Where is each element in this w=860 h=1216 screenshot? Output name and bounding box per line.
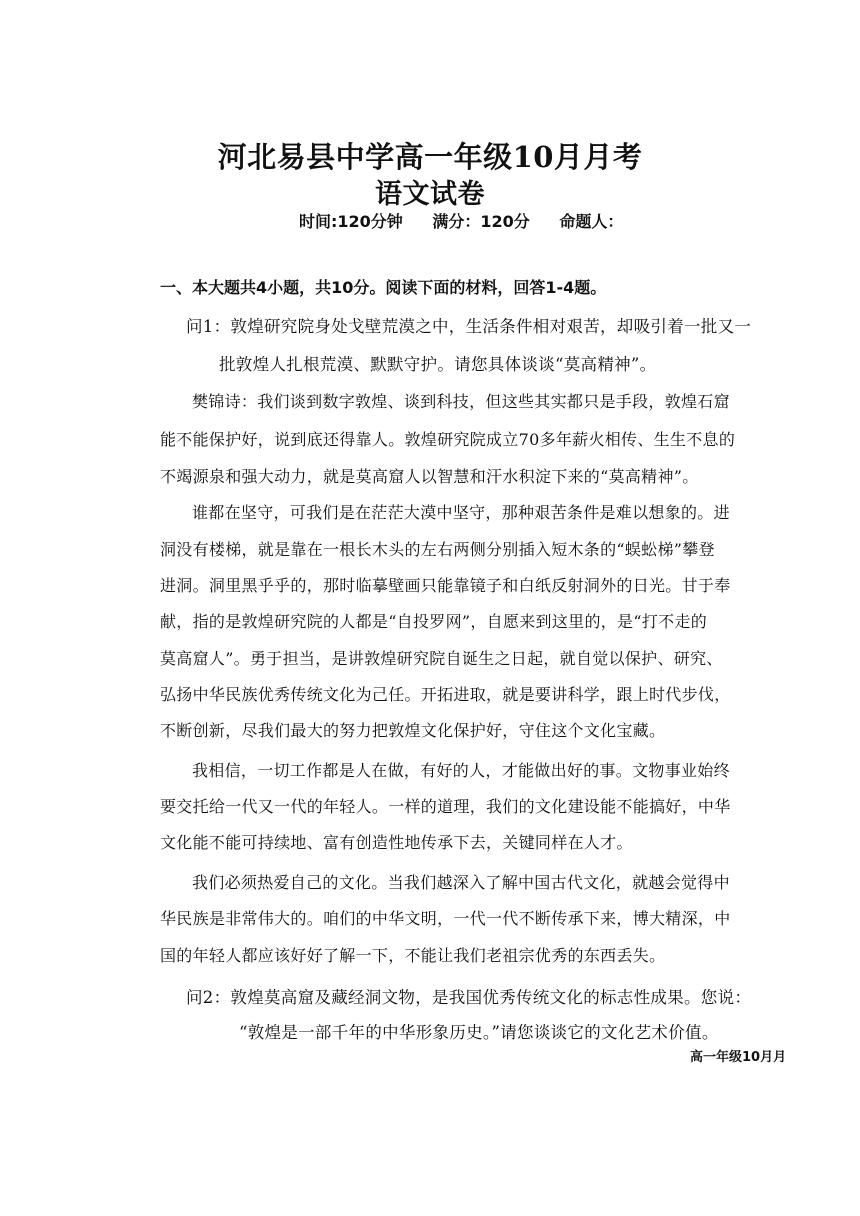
exam-score: 满分：120分	[432, 212, 530, 231]
answer-paragraph-2-line-4: 献，指的是敦煌研究院的人都是“自投罗网”，自愿来到这里的，是“打不走的	[160, 612, 708, 631]
exam-meta	[299, 209, 647, 232]
question-2-line-2: “敦煌是一部千年的中华形象历史。”请您谈谈它的文化艺术价值。	[239, 1023, 719, 1042]
answer-paragraph-3-line-1: 我相信，一切工作都是人在做，有好的人，才能做出好的事。文物事业始终	[192, 761, 730, 780]
answer-paragraph-4-line-2: 华民族是非常伟大的。咱们的中华文明，一代一代不断传承下来，博大精深，中	[160, 909, 731, 928]
answer-paragraph-1-line-3: 不竭源泉和强大动力，就是莫高窟人以智慧和汗水积淀下来的“莫高精神”。	[160, 467, 699, 486]
question-1-line-2: 批敦煌人扎根荒漠、默默守护。请您具体谈谈“莫高精神”。	[219, 355, 657, 374]
exam-time: 时间:120分钟	[299, 212, 403, 231]
question-2-line-1: 问2：敦煌莫高窟及藏经洞文物，是我国优秀传统文化的标志性成果。您说：	[186, 988, 752, 1007]
section-heading: 一、本大题共4小题，共10分。阅读下面的材料，回答1-4题。	[160, 278, 607, 297]
answer-paragraph-3-line-2: 要交托给一代又一代的年轻人。一样的道理，我们的文化建设能不能搞好，中华	[160, 797, 731, 816]
answer-paragraph-2-line-3: 进洞。洞里黑乎乎的，那时临摹壁画只能靠镜子和白纸反射洞外的日光。甘于奉	[160, 576, 731, 595]
exam-title-line1: 河北易县中学高一年级10月月考	[217, 140, 643, 174]
page-footer: 高一年级10月月	[690, 1050, 787, 1065]
answer-paragraph-1-line-2: 能不能保护好，说到底还得靠人。敦煌研究院成立70多年薪火相传、生生不息的	[160, 430, 736, 449]
answer-paragraph-1-line-1: 樊锦诗：我们谈到数字敦煌、谈到科技，但这些其实都只是手段，敦煌石窟	[192, 392, 730, 411]
answer-paragraph-3-line-3: 文化能不能可持续地、富有创造性地传承下去，关键同样在人才。	[160, 833, 633, 852]
answer-paragraph-2-line-2: 洞没有楼梯，就是靠在一根长木头的左右两侧分别插入短木条的“蜈蚣梯”攀登	[160, 540, 715, 559]
answer-paragraph-2-line-5: 莫高窟人”。勇于担当，是讲敦煌研究院自诞生之日起，就自觉以保护、研究、	[160, 649, 723, 668]
answer-paragraph-4-line-1: 我们必须热爱自己的文化。当我们越深入了解中国古代文化，就越会觉得中	[192, 873, 730, 892]
exam-title-line2: 语文试卷	[375, 179, 485, 210]
answer-paragraph-4-line-3: 国的年轻人都应该好好了解一下，不能让我们老祖宗优秀的东西丢失。	[160, 946, 666, 965]
question-1-line-1: 问1：敦煌研究院身处戈壁荒漠之中，生活条件相对艰苦，却吸引着一批又一	[186, 317, 752, 336]
answer-paragraph-2-line-7: 不断创新，尽我们最大的努力把敦煌文化保护好，守住这个文化宝藏。	[160, 721, 666, 740]
exam-author: 命题人：	[559, 212, 624, 231]
answer-paragraph-2-line-1: 谁都在坚守，可我们是在茫茫大漠中坚守，那种艰苦条件是难以想象的。进	[192, 503, 730, 522]
answer-paragraph-2-line-6: 弘扬中华民族优秀传统文化为己任。开拓进取，就是要讲科学，跟上时代步伐，	[160, 685, 731, 704]
